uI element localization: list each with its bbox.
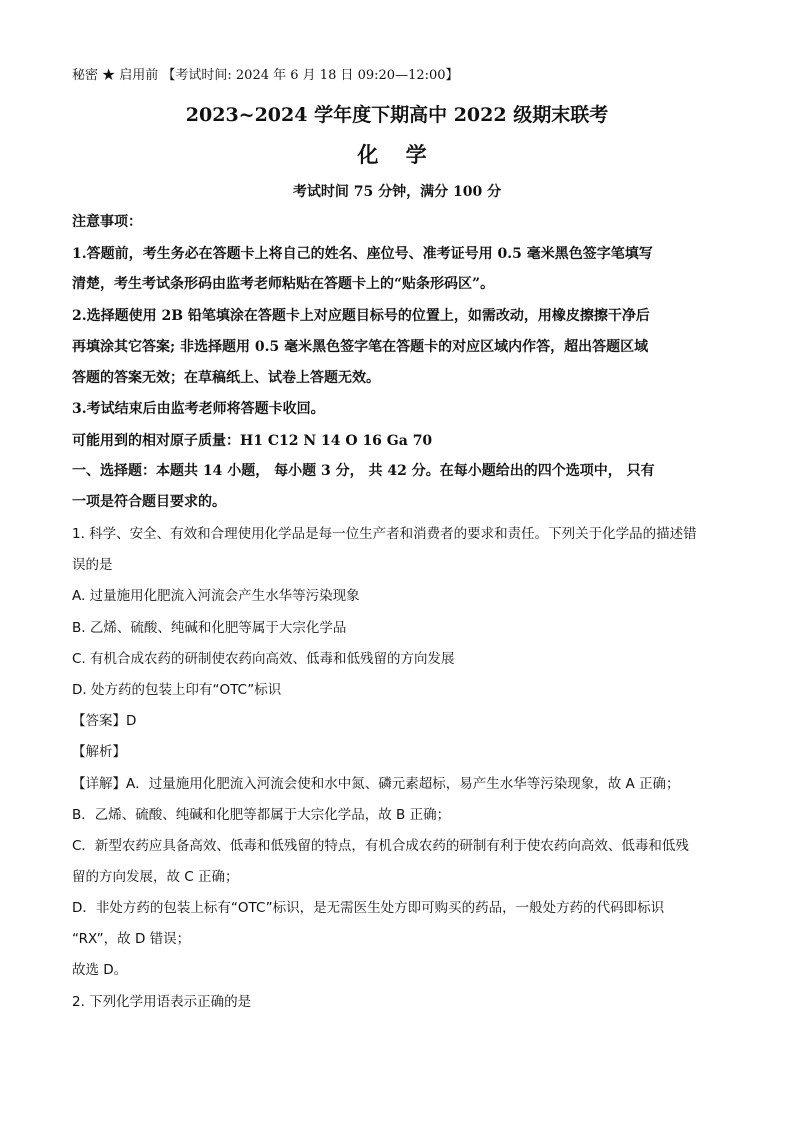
q1-answer: 【答案】D [72,713,137,729]
notice-item-2-line-1: 2.选择题使用 2B 铅笔填涂在答题卡上对应题目标号的位置上，如需改动，用橡皮擦擦干净后 [72,308,650,324]
q1-option-b: B. 乙烯、硫酸、纯碱和化肥等属于大宗化学品 [72,620,347,636]
notice-item-2-line-3: 答题的答案无效；在草稿纸上、试卷上答题无效。 [72,370,380,386]
notice-heading: 注意事项： [72,214,142,230]
q2-stem: 2. 下列化学用语表示正确的是 [72,994,252,1010]
q1-option-a: A. 过量施用化肥流入河流会产生水华等污染现象 [72,588,360,604]
atomic-mass-line: 可能用到的相对原子质量：H1 C12 N 14 O 16 Ga 70 [72,433,433,449]
q1-detail-c-line-2: 留的方向发展，故 C 正确； [72,869,239,885]
notice-item-2-line-2: 再填涂其它答案; 非选择题用 0.5 毫米黑色签字笔在答题卡的对应区域内作答，超出答题区域 [72,339,649,355]
section-1-line-2: 一项是符合题目要求的。 [72,494,226,510]
q1-detail-b: B．乙烯、硫酸、纯碱和化肥等都属于大宗化学品，故 B 正确； [72,807,451,823]
subject-title: 化 学 [357,142,437,167]
q1-stem-line-2: 误的是 [72,557,113,573]
q1-conclusion: 故选 D。 [72,962,128,978]
section-1-line-1: 一、选择题：本题共 14 小题， 每小题 3 分， 共 42 分。在每小题给出的四个选项中， 只有 [72,463,655,479]
q1-option-d: D. 处方药的包装上印有“OTC”标识 [72,682,282,698]
q1-detail-d-line-2: “RX”，故 D 错误； [72,931,191,947]
secret-exam-time-line: 秘密 ★ 启用前 【考试时间: 2024 年 6 月 18 日 09:20—12:00】 [72,68,459,83]
notice-item-1-line-2: 清楚，考生考试条形码由监考老师粘贴在答题卡上的“贴条形码区”。 [72,276,495,292]
exam-duration-score: 考试时间 75 分钟，满分 100 分 [292,184,502,200]
q1-stem-line-1: 1. 科学、安全、有效和合理使用化学品是每一位生产者和消费者的要求和责任。下列关于化学品的描述错 [72,526,697,542]
notice-item-1-line-1: 1.答题前，考生务必在答题卡上将自己的姓名、座位号、准考证号用 0.5 毫米黑色签字笔填写 [72,246,653,262]
q1-detail-c-line-1: C．新型农药应具备高效、低毒和低残留的特点，有机合成农药的研制有利于使农药向高效、低毒和低残 [72,838,689,854]
q1-analysis-heading: 【解析】 [72,744,126,760]
q1-detail-d-line-1: D．非处方药的包装上标有“OTC”标识，是无需医生处方即可购买的药品，一般处方药的代码即标识 [72,900,665,916]
q1-detail-a: 【详解】A．过量施用化肥流入河流会使和水中氮、磷元素超标，易产生水华等污染现象，故 A 正确； [72,776,680,792]
exam-title: 2023~2024 学年度下期高中 2022 级期末联考 [185,104,609,126]
notice-item-3: 3.考试结束后由监考老师将答题卡收回。 [72,401,325,417]
q1-option-c: C. 有机合成农药的研制使农药向高效、低毒和低残留的方向发展 [72,651,455,667]
